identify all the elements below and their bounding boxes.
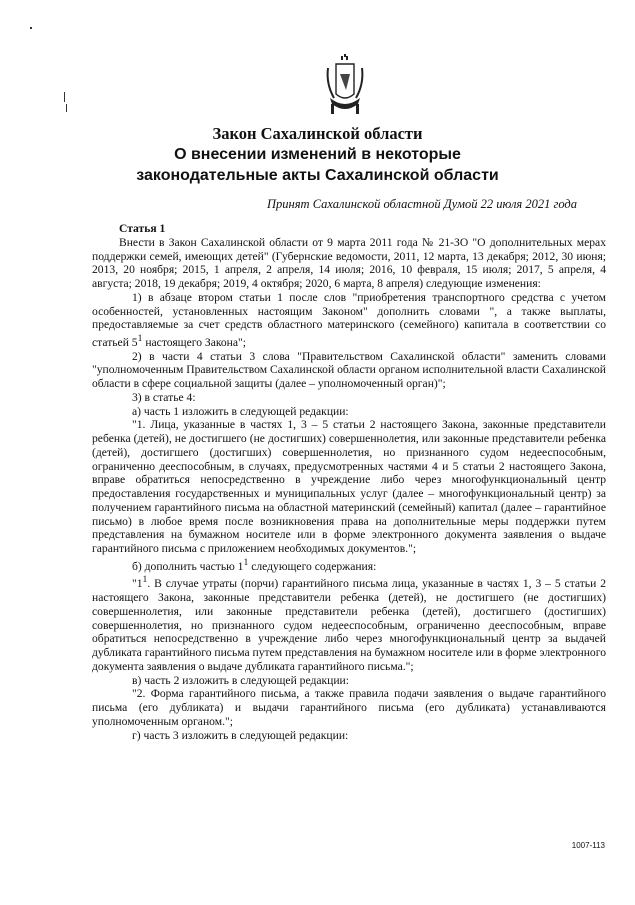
paragraph: а) часть 1 изложить в следующей редакции: [132, 404, 349, 418]
paragraph [92, 573, 606, 673]
paragraph-text: 1) в абзаце втором статьи 1 после слов "приобретения транспортного средства с учетом особенностей, установленных настоящим Законом" дополнить словами ", а также выплаты, предоставляемые за счет средств областного материнского (семейного) капитала в соответствии со статьей 5 [92, 290, 606, 349]
paragraph: 2) в части 4 статьи 3 слова "Правительством Сахалинской области" заменить словами "уполномоченным Правительством Сахалинской области органом исполнительной власти Сахалинской области в сфере социальной защиты (далее – уполномоченный орган)"; [92, 349, 606, 391]
document-body [92, 222, 606, 742]
superscript: 1 [142, 574, 148, 586]
paragraph-text: следующего содержания: [248, 559, 377, 573]
document-code: 1007-113 [571, 841, 605, 850]
paragraph: г) часть 3 изложить в следующей редакции: [132, 728, 349, 742]
paragraph: "1. Лица, указанные в частях 1, 3 – 5 статьи 2 настоящего Закона, законные представители ребенка (детей), не достигшего (не достигших) совершеннолетия, или законные представители ребенка (детей), достигшего (достигших) совершеннолетия, но признанного судом недееспособным, ограниченно дееспособным, в случаях, предусмотренных частями 4 и 5 статьи 2 настоящего Закона, вправе обратиться непосредственно в учреждение либо через многофункциональный центр предоставления государственных и муниципальных услуг (далее – многофункциональный центр) за получением гарантийного письма на областной материнский (семейный) капитал (далее – гарантийное письмо) в любое время после возникновения права на дополнительные меры поддержки путем представления на бумажном носителе или в форме электронного документа заявления о выдаче гарантийного письма с приложением необходимых документов."; [92, 418, 606, 556]
law-subtitle-line1: О внесении изменений в некоторые [174, 146, 461, 163]
adoption-note: Принят Сахалинской областной Думой 22 июля 2021 года [267, 197, 577, 211]
paragraph: "2. Форма гарантийного письма, а также правила подачи заявления о выдаче гарантийного письма (его дубликата) и выдачи гарантийного письма (его дубликата) устанавливаются уполномоченным органом."; [92, 687, 606, 728]
paragraph: в) часть 2 изложить в следующей редакции: [132, 673, 349, 687]
paragraph-text: б) дополнить частью 1 [132, 559, 244, 573]
scan-mark [64, 92, 65, 102]
paragraph-text: "1 [132, 577, 143, 591]
law-title: Закон Сахалинской области [212, 124, 423, 143]
paragraph-text: . В случае утраты (порчи) гарантийного письма лица, указанные в частях 1, 3 – 5 статьи 2 настоящего Закона, законные представители ребенка (детей), не достигшего (не достигших) совершеннолетия, или законные представители ребенка (детей), достигшего (достигших) совершеннолетия, но признанного судом недееспособным, ограниченно дееспособным, вправе обратиться непосредственно в учреждение либо через многофункциональный центр за выдачей дубликата гарантийного письма путем представления на бумажном носителе или в форме электронного документа заявления о выдаче дубликата гарантийного письма."; [92, 577, 606, 673]
article-heading: Статья 1 [119, 222, 166, 235]
superscript: 1 [243, 556, 249, 568]
scan-mark [66, 104, 67, 112]
scan-mark [30, 27, 32, 29]
coat-of-arms-emblem [324, 54, 366, 118]
paragraph-text: настоящего Закона"; [142, 335, 246, 349]
paragraph: 3) в статье 4: [132, 390, 196, 404]
paragraph [92, 291, 606, 350]
law-subtitle-line2: законодательные акты Сахалинской области [136, 167, 499, 184]
superscript: 1 [137, 333, 143, 344]
paragraph: Внести в Закон Сахалинской области от 9 марта 2011 года № 21-ЗО "О дополнительных мерах поддержки семей, имеющих детей" (Губернские ведомости, 2011, 12 марта, 13 декабря; 2012, 30 июня; 2013, 20 ноября; 2015, 1 апреля, 2 апреля, 14 июля; 2016, 10 февраля, 15 июля; 2017, 5 апреля, 4 августа; 2018, 19 декабря; 2019, 4 октября; 2020, 6 марта, 8 апреля) следующие изменения: [92, 235, 606, 290]
paragraph [92, 556, 606, 574]
